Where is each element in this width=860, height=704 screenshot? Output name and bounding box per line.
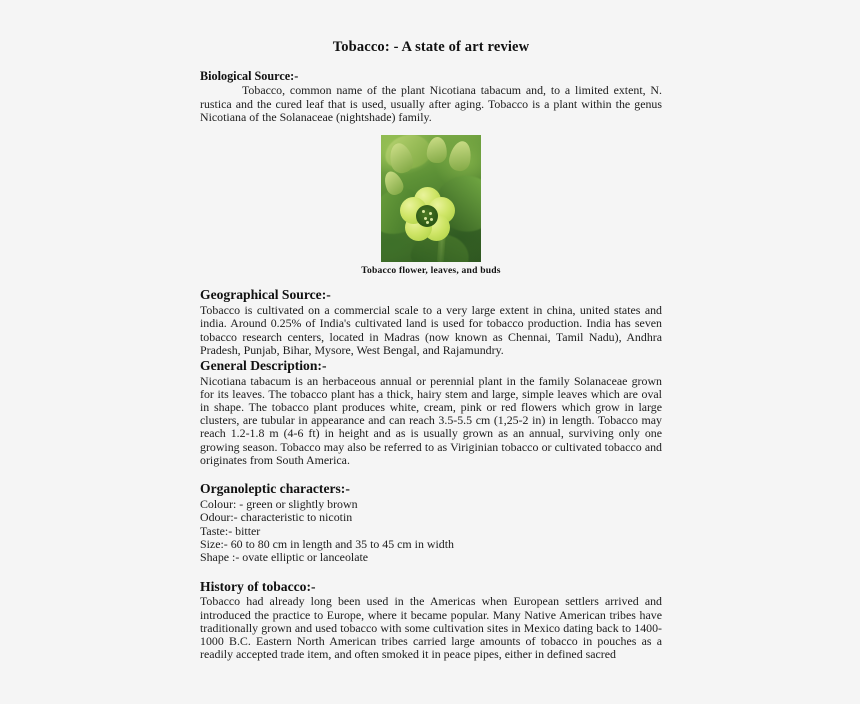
section-biological-source bbox=[200, 69, 662, 124]
figure-caption: Tobacco flower, leaves, and buds bbox=[361, 264, 501, 276]
heading-biological-source: Biological Source:- bbox=[200, 69, 299, 84]
section-organoleptic-characters bbox=[200, 480, 662, 565]
organoleptic-line-taste: Taste:- bitter bbox=[200, 523, 261, 538]
figure-tobacco-flower bbox=[200, 135, 662, 277]
paragraph-history-of-tobacco: Tobacco had already long been used in the Americas when European settlers arrived and introduced the practice to Europe, where it became popular. Many Native American tribes have traditionally grown and used tobacco with some cultivation sites in Mexico dating back to 1400-1000 B.C. Eastern North American tribes carried large amounts of tobacco in pouches as a readily accepted trade item, and often smoked it in peace pipes, either in defined sacred bbox=[200, 594, 662, 662]
heading-history-of-tobacco: History of tobacco:- bbox=[200, 578, 316, 594]
heading-general-description: General Description:- bbox=[200, 357, 327, 373]
page-title: Tobacco: - A state of art review bbox=[332, 39, 530, 55]
section-general-description bbox=[200, 357, 662, 467]
flower-center bbox=[416, 205, 438, 227]
heading-organoleptic-characters: Organoleptic characters:- bbox=[200, 481, 350, 497]
section-history-of-tobacco bbox=[200, 578, 662, 662]
organoleptic-line-colour: Colour: - green or slightly brown bbox=[200, 496, 358, 511]
stamen bbox=[429, 212, 432, 215]
section-geographical-source bbox=[200, 286, 662, 356]
spacer bbox=[200, 467, 662, 480]
flower-shape bbox=[398, 187, 456, 245]
document-content bbox=[200, 30, 662, 661]
organoleptic-line-shape: Shape :- ovate elliptic or lanceolate bbox=[200, 550, 369, 565]
spacer bbox=[200, 277, 662, 286]
stamen bbox=[424, 217, 427, 220]
tobacco-flower-image bbox=[381, 135, 481, 262]
heading-geographical-source: Geographical Source:- bbox=[200, 287, 331, 303]
paragraph-general-description: Nicotiana tabacum is an herbaceous annual or perennial plant in the family Solanaceae grown for its leaves. The tobacco plant has a thick, hairy stem and large, simple leaves which are oval in shape. The tobacco plant produces white, cream, pink or red flowers which grow in large clusters, are tubular in appearance and can reach 3.5-5.5 cm (1,25-2 in) in length. Tobacco may reach 1.2-1.8 m (4-6 ft) in height and as is usually grown as an annual, surviving only one growing season. Tobacco may also be referred to as Viriginian tobacco or cultivated tobacco and originates from South America. bbox=[200, 373, 662, 467]
organoleptic-line-odour: Odour:- characteristic to nicotin bbox=[200, 510, 353, 525]
paragraph-geographical-source: Tobacco is cultivated on a commercial scale to a very large extent in china, united states and india. Around 0.25% of India's cultivated land is used for tobacco production. India has seven tobacco research centers, located in Madras (now known as Chennai, Tamil Nadu), Andhra Pradesh, Punjab, Bihar, Mysore, West Bengal, and Rajamundry. bbox=[200, 303, 662, 357]
paragraph-biological-source: Tobacco, common name of the plant Nicotiana tabacum and, to a limited extent, N. rustica and the cured leaf that is used, usually after aging. Tobacco is a plant within the genus Nicotiana of the Solanaceae (nightshade) family. bbox=[200, 83, 662, 124]
spacer bbox=[200, 56, 662, 69]
stamen bbox=[430, 218, 433, 221]
spacer bbox=[200, 565, 662, 578]
stamen bbox=[426, 221, 429, 224]
stamen bbox=[422, 210, 425, 213]
organoleptic-line-size: Size:- 60 to 80 cm in length and 35 to 45 cm in width bbox=[200, 536, 454, 551]
